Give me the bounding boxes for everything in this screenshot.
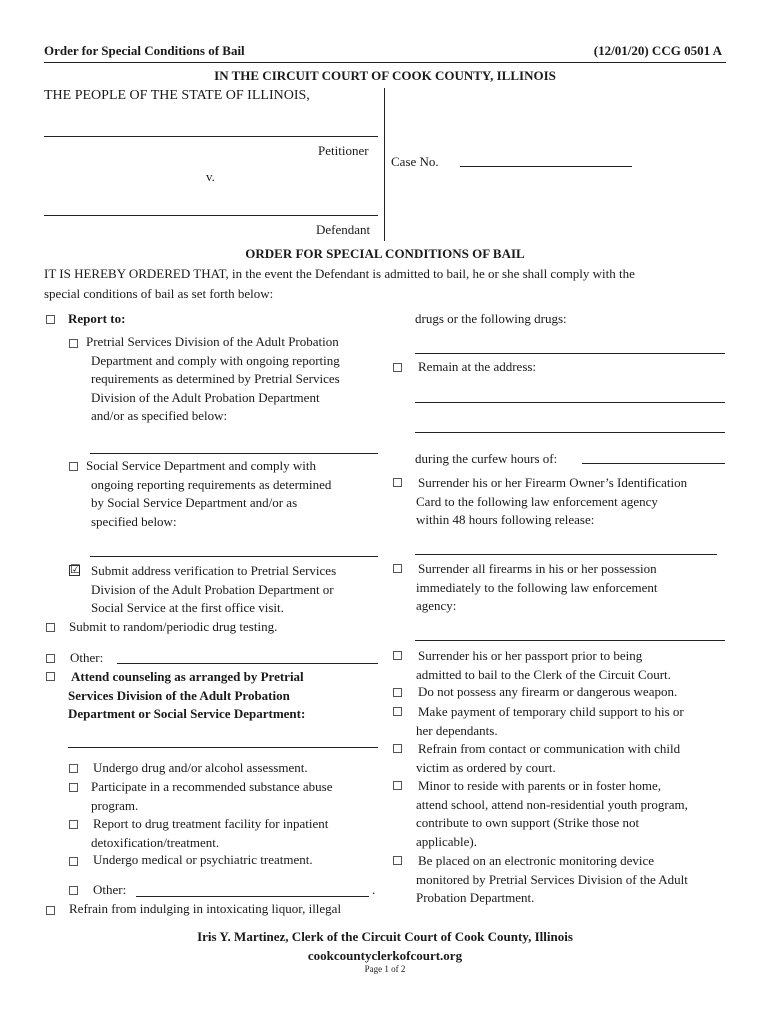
minor-text [416,777,688,851]
assessment-checkbox[interactable] [69,764,78,773]
counseling-checkbox[interactable] [46,672,55,681]
child-support-line: her dependants. [416,722,498,738]
treatment-line: Report to drug treatment facility for inpatient [93,816,329,831]
drug-testing-checkbox[interactable] [46,623,55,632]
verif-line: Social Service at the first office visit. [91,600,284,616]
medical-checkbox[interactable] [69,857,78,866]
header-rule [44,62,726,63]
curfew-label: during the curfew hours of: [415,451,558,466]
liquor-checkbox[interactable] [46,906,55,915]
treatment-text [91,815,328,852]
social-specify-line[interactable] [90,556,378,557]
monitoring-line: Probation Department. [416,890,535,906]
minor-line: applicable). [416,833,477,849]
liquor-label: Refrain from indulging in intoxicating liquor, illegal [69,901,342,916]
remain-line-1[interactable] [415,402,725,403]
page-number: Page 1 of 2 [364,964,406,974]
foid-line: Surrender his or her Firearm Owner’s Identification [418,475,688,490]
counseling-line: Department or Social Service Department: [68,706,306,722]
counseling-line: Attend counseling as arranged by Pretrial [71,669,304,684]
other-1-checkbox[interactable] [46,654,55,663]
other-2-period: . [372,882,376,897]
social-line: by Social Service Department and/or as [91,495,298,511]
report-to-checkbox[interactable] [46,315,55,324]
minor-line: Minor to reside with parents or in foster home, [418,778,661,793]
no-firearm-label: Do not possess any firearm or dangerous weapon. [418,684,678,699]
court-name: IN THE CIRCUIT COURT OF COOK COUNTY, ILLINOIS [214,68,556,83]
pretrial-line: requirements as determined by Pretrial Services [91,371,340,387]
passport-line: admitted to bail to the Clerk of the Circuit Court. [416,666,671,682]
minor-line: contribute to own support (Strike those not [416,815,640,831]
counseling-line-blank[interactable] [68,747,378,748]
intro-line-1: IT IS HEREBY ORDERED THAT, in the event the Defendant is admitted to bail, he or she shall comply with the [44,266,635,281]
petitioner-label: Petitioner [318,143,369,158]
clerk-name: Iris Y. Martinez, Clerk of the Circuit Court of Cook County, Illinois [197,929,573,944]
form-code: (12/01/20) CCG 0501 A [593,43,722,58]
clerk-website[interactable]: cookcountyclerkofcourt.org [307,948,463,963]
assessment-label: Undergo drug and/or alcohol assessment. [93,760,308,775]
social-line: ongoing reporting requirements as determined [91,476,332,492]
address-verification-checkbox[interactable] [69,562,81,576]
substance-text [91,778,333,815]
other-1-line[interactable] [117,663,378,664]
pretrial-line: Division of the Adult Probation Department [91,389,320,405]
firearms-text [416,560,658,616]
pretrial-line: and/or as specified below: [91,408,228,424]
order-title: ORDER FOR SPECIAL CONDITIONS OF BAIL [245,246,525,261]
monitoring-text [416,852,688,908]
foid-line: within 48 hours following release: [416,512,595,528]
remain-label: Remain at the address: [418,359,537,374]
drugs-label: drugs or the following drugs: [415,311,567,326]
pretrial-line: Pretrial Services Division of the Adult Probation [86,334,339,349]
passport-line: Surrender his or her passport prior to being [418,648,643,663]
foid-agency-line[interactable] [415,554,717,555]
verif-line: Submit address verification to Pretrial Services [91,563,337,578]
case-no-line[interactable] [460,166,632,167]
foid-text [416,474,687,530]
child-contact-checkbox[interactable] [393,744,402,753]
drugs-line[interactable] [415,353,725,354]
firearms-checkbox[interactable] [393,564,402,573]
remain-checkbox[interactable] [393,363,402,372]
firearms-line: immediately to the following law enforcement [416,579,658,595]
check-mark-icon: ☑ [70,562,81,576]
child-contact-line: Refrain from contact or communication with child [418,741,681,756]
form-title: Order for Special Conditions of Bail [44,43,245,58]
treatment-line: detoxification/treatment. [91,834,220,850]
petitioner-name-line[interactable] [44,136,378,137]
other-2-label: Other: [93,882,127,897]
substance-line: Participate in a recommended substance abuse [91,779,333,794]
defendant-label: Defendant [316,222,371,237]
pretrial-specify-line[interactable] [90,453,378,454]
intro-line-2: special conditions of bail as set forth below: [44,286,274,301]
other-2-checkbox[interactable] [69,886,78,895]
pretrial-text [86,333,340,426]
monitoring-line: Be placed on an electronic monitoring device [418,853,655,868]
social-line: Social Service Department and comply with [86,458,316,473]
child-contact-line: victim as ordered by court. [416,759,556,775]
curfew-line[interactable] [582,463,725,464]
verif-line: Division of the Adult Probation Department or [91,581,334,597]
foid-line: Card to the following law enforcement agency [416,493,658,509]
defendant-name-line[interactable] [44,215,378,216]
minor-line: attend school, attend non-residential youth program, [416,796,688,812]
substance-line: program. [91,797,139,813]
passport-text [416,647,671,684]
minor-checkbox[interactable] [393,781,402,790]
drug-testing-label: Submit to random/periodic drug testing. [69,619,278,634]
monitoring-line: monitored by Pretrial Services Division of the Adult [416,871,688,887]
firearms-line: Surrender all firearms in his or her possession [418,561,657,576]
child-support-checkbox[interactable] [393,707,402,716]
substance-checkbox[interactable] [69,783,78,792]
child-support-text [416,703,684,740]
treatment-checkbox[interactable] [69,820,78,829]
passport-checkbox[interactable] [393,651,402,660]
address-verification-text [91,562,336,618]
counseling-line: Services Division of the Adult Probation [68,687,290,703]
no-firearm-checkbox[interactable] [393,688,402,697]
pretrial-checkbox[interactable] [69,339,78,348]
social-line: specified below: [91,513,177,529]
medical-label: Undergo medical or psychiatric treatment. [93,852,313,867]
foid-checkbox[interactable] [393,478,402,487]
pretrial-line: Department and comply with ongoing reporting [91,352,340,368]
versus-label: v. [206,169,215,184]
monitoring-checkbox[interactable] [393,856,402,865]
other-1-label: Other: [70,650,104,665]
counseling-text [68,668,305,724]
other-2-line[interactable] [136,896,369,897]
people-caption: THE PEOPLE OF THE STATE OF ILLINOIS, [44,88,310,103]
child-support-line: Make payment of temporary child support to his or [418,704,684,719]
case-no-label: Case No. [391,154,439,169]
caption-divider [384,88,385,241]
report-to-label: Report to: [68,311,126,326]
child-contact-text [416,740,680,777]
remain-line-2[interactable] [415,432,725,433]
firearms-line: agency: [416,598,457,614]
social-service-checkbox[interactable] [69,462,78,471]
social-service-text [86,457,331,531]
firearms-agency-line[interactable] [415,640,725,641]
